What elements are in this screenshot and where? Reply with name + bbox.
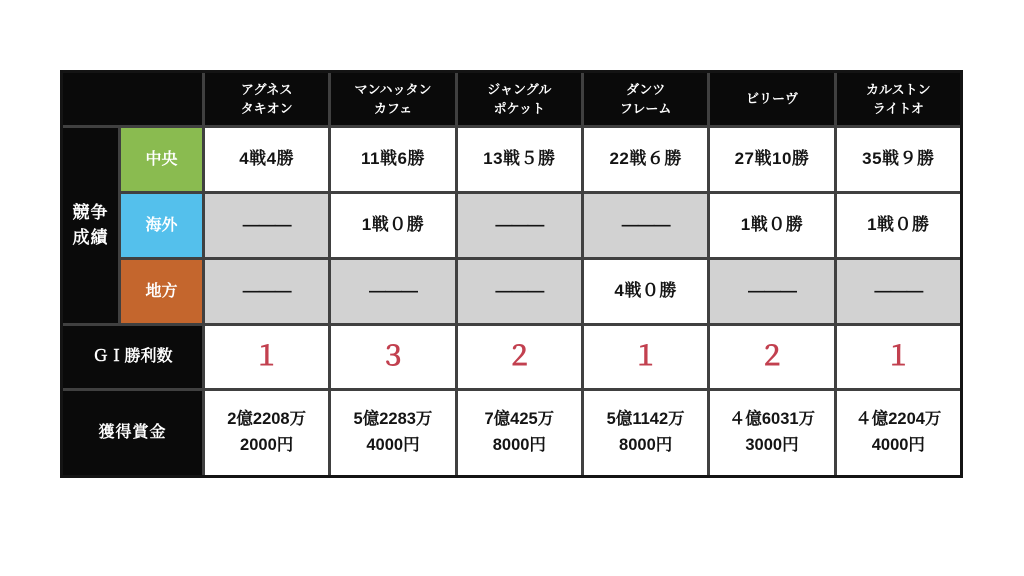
- column-header-believe: [710, 73, 833, 125]
- central-cell-dantsu-flame: 22戦６勝: [584, 128, 707, 191]
- prize-line2: 4000円: [366, 436, 420, 454]
- central-cell-agnes-tachyon: 4戦4勝: [205, 128, 328, 191]
- row-label-g1-wins: ＧＩ勝利数: [63, 326, 202, 388]
- overseas-cell-believe: 1戦０勝: [710, 194, 833, 257]
- row-group-label-race-record: [63, 128, 118, 323]
- prize-line2: 8000円: [492, 436, 546, 454]
- horse-name-line1: アグネス: [240, 81, 293, 97]
- overseas-cell-agnes-tachyon: ———: [205, 194, 328, 257]
- row-label-prize-money: 獲得賞金: [63, 391, 202, 475]
- prize-line1: ４億2204万: [855, 410, 942, 429]
- column-header-agnes-tachyon: [205, 73, 328, 125]
- overseas-cell-calstone-light-o: 1戦０勝: [837, 194, 960, 257]
- prize-line1: 5億1142万: [606, 410, 685, 429]
- prize-line2: 4000円: [871, 436, 925, 454]
- central-cell-manhattan-cafe: 11戦6勝: [331, 128, 454, 191]
- local-cell-agnes-tachyon: ———: [205, 260, 328, 323]
- race-record-label-line2: 成績: [72, 227, 109, 247]
- prize-line1: ４億6031万: [728, 410, 816, 429]
- central-cell-jungle-pocket: 13戦５勝: [458, 128, 581, 191]
- corner-blank-cell: [63, 73, 202, 125]
- overseas-cell-jungle-pocket: ———: [458, 194, 581, 257]
- horse-record-table: [60, 70, 963, 478]
- row-label-central: 中央: [121, 128, 202, 191]
- central-cell-calstone-light-o: 35戦９勝: [837, 128, 960, 191]
- prize-cell-calstone-light-o: [837, 391, 960, 475]
- g1-wins-cell-manhattan-cafe: ３: [331, 326, 454, 388]
- prize-cell-manhattan-cafe: [331, 391, 454, 475]
- local-cell-calstone-light-o: ———: [837, 260, 960, 323]
- prize-line1: 5億2283万: [353, 410, 433, 429]
- overseas-cell-dantsu-flame: ———: [584, 194, 707, 257]
- prize-cell-dantsu-flame: [584, 391, 707, 475]
- central-cell-believe: 27戦10勝: [710, 128, 833, 191]
- prize-line2: 8000円: [619, 436, 673, 454]
- prize-line1: 7億425万: [484, 410, 555, 429]
- horse-name-line2: フレーム: [619, 101, 672, 116]
- horse-name-line2: タキオン: [240, 101, 293, 116]
- prize-cell-agnes-tachyon: [205, 391, 328, 475]
- local-cell-manhattan-cafe: ———: [331, 260, 454, 323]
- column-header-dantsu-flame: [584, 73, 707, 125]
- prize-cell-jungle-pocket: [458, 391, 581, 475]
- row-label-local: 地方: [121, 260, 202, 323]
- local-cell-dantsu-flame: 4戦０勝: [584, 260, 707, 323]
- horse-name-line1: ダンツ: [626, 81, 666, 97]
- g1-wins-cell-calstone-light-o: １: [837, 326, 960, 388]
- g1-wins-cell-agnes-tachyon: １: [205, 326, 328, 388]
- row-label-overseas: 海外: [121, 194, 202, 257]
- column-header-manhattan-cafe: [331, 73, 454, 125]
- horse-name-line2: カフェ: [373, 101, 413, 116]
- prize-line1: 2億2208万: [227, 410, 307, 429]
- prize-cell-believe: [710, 391, 833, 475]
- horse-name-line2: ライトオ: [872, 101, 924, 116]
- g1-wins-cell-dantsu-flame: １: [584, 326, 707, 388]
- column-header-calstone-light-o: [837, 73, 960, 125]
- horse-name-line1: マンハッタン: [354, 81, 432, 97]
- race-record-label-line1: 競争: [72, 202, 109, 222]
- overseas-cell-manhattan-cafe: 1戦０勝: [331, 194, 454, 257]
- horse-name-line1: カルストン: [866, 81, 931, 97]
- column-header-jungle-pocket: [458, 73, 581, 125]
- local-cell-jungle-pocket: ———: [458, 260, 581, 323]
- prize-line2: 2000円: [240, 436, 294, 454]
- horse-name-line1: ビリーヴ: [745, 91, 798, 107]
- horse-name-line2: ポケット: [493, 101, 545, 116]
- prize-line2: 3000円: [745, 436, 799, 454]
- g1-wins-cell-jungle-pocket: ２: [458, 326, 581, 388]
- local-cell-believe: ———: [710, 260, 833, 323]
- g1-wins-cell-believe: ２: [710, 326, 833, 388]
- horse-name-line1: ジャングル: [487, 81, 552, 97]
